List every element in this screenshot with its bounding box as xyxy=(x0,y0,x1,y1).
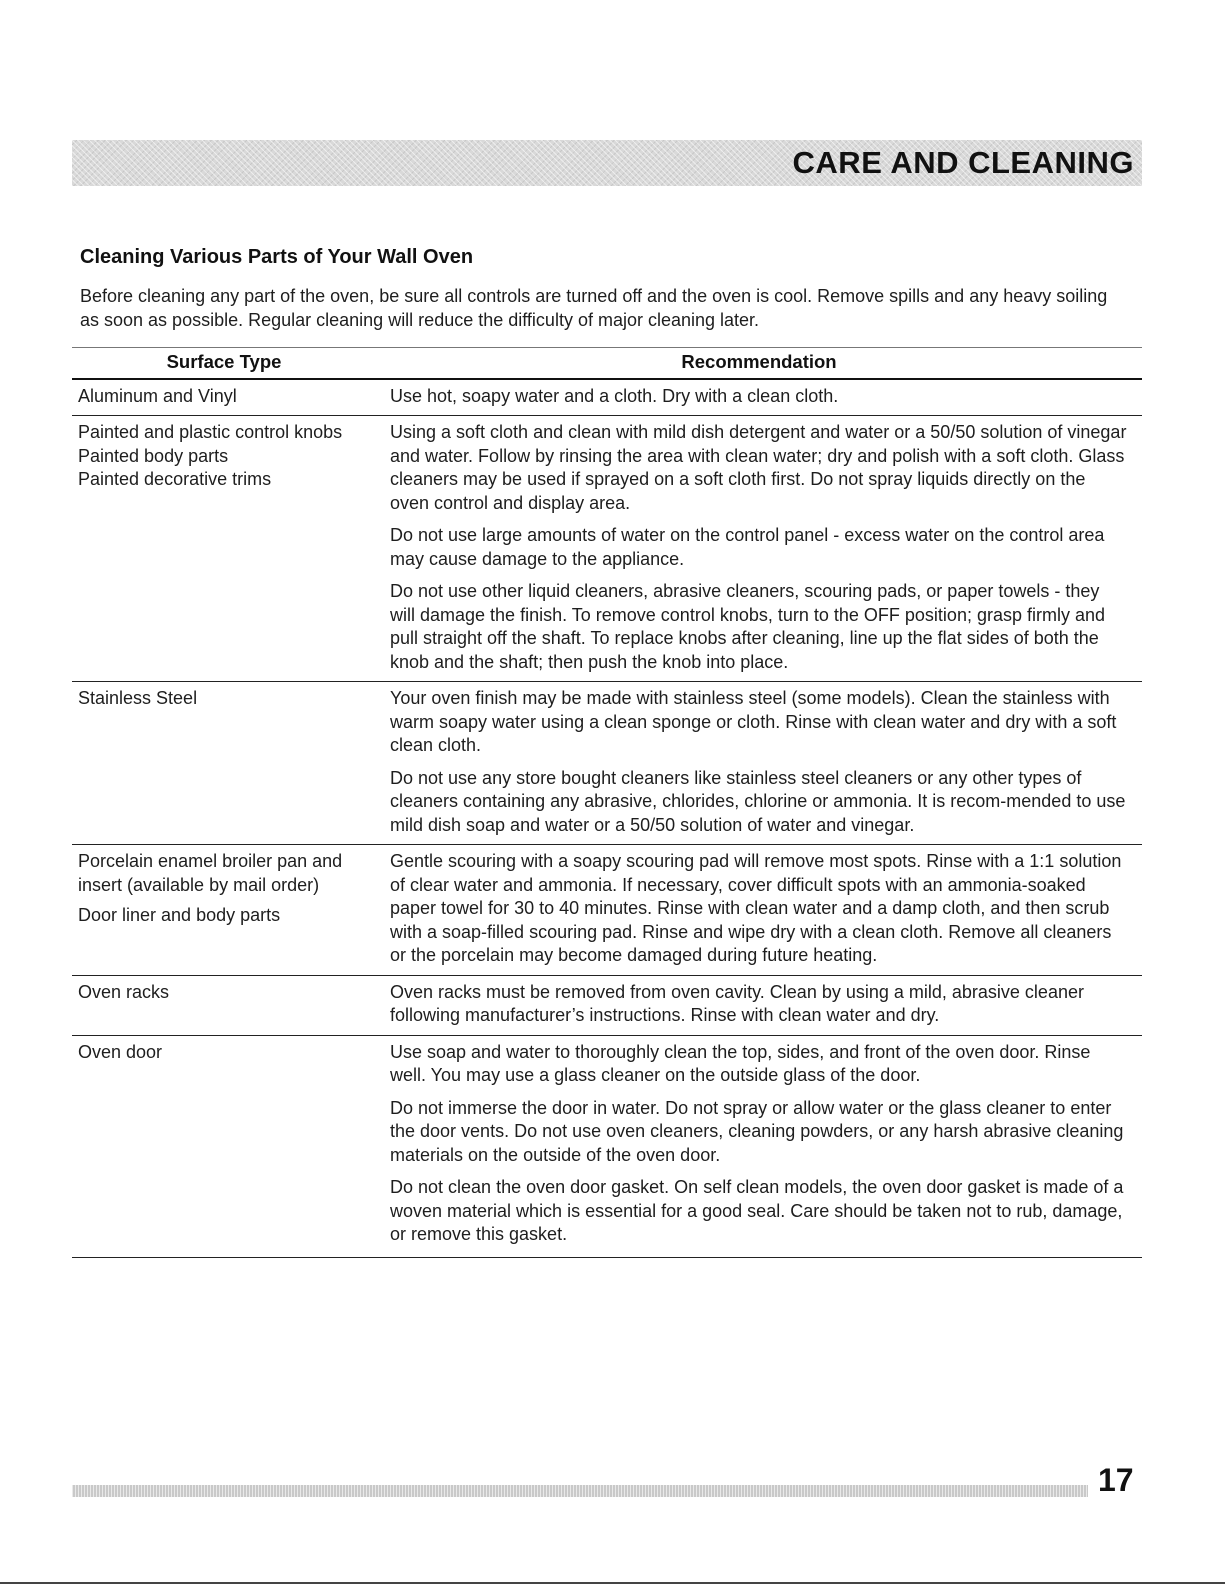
column-header-recommendation: Recommendation xyxy=(376,348,1142,379)
surface-type-label: Oven door xyxy=(78,1041,163,1062)
page-number: 17 xyxy=(1098,1462,1134,1498)
table-row xyxy=(72,845,1142,976)
surface-type-label: Door liner and body parts xyxy=(78,905,281,925)
recommendation-paragraph: Do not use other liquid cleaners, abrasive cleaners, scouring pads, or paper towels - they will damage the finish. To remove control knobs, turn to the OFF position; grasp firmly and pull straight off the shaft. To replace knobs after cleaning, line up the flat sides of both the knob and the shaft; then push the knob into place. xyxy=(390,581,1105,672)
surface-type-label: Aluminum and Vinyl xyxy=(78,385,237,406)
surface-type-cell xyxy=(72,1035,376,1257)
surface-type-cell xyxy=(72,682,376,845)
recommendation-cell xyxy=(376,845,1142,976)
recommendation-paragraph: Use soap and water to thoroughly clean the top, sides, and front of the oven door. Rinse well. You may use a glass cleaner on the outside glass of the door. xyxy=(390,1041,1091,1085)
surface-type-label: Stainless Steel xyxy=(78,688,198,708)
recommendation-paragraph: Do not immerse the door in water. Do not spray or allow water or the glass cleaner to enter the door vents. Do not use oven cleaners, cleaning powders, or any harsh abrasive cleaning materials on the outside of the oven door. xyxy=(390,1097,1124,1165)
page-subtitle: Cleaning Various Parts of Your Wall Oven xyxy=(80,246,474,268)
intro-paragraph: Before cleaning any part of the oven, be sure all controls are turned off and the oven is cool. Remove spills and any heavy soiling as soon as possible. Regular cleaning will reduce the difficulty of major cleaning later. xyxy=(80,286,1108,330)
table-row xyxy=(72,975,1142,1035)
table-row xyxy=(72,1035,1142,1257)
surface-type-label: Painted body parts xyxy=(78,445,229,466)
column-header-surface-type: Surface Type xyxy=(72,348,376,379)
table-row xyxy=(72,682,1142,845)
recommendation-paragraph: Using a soft cloth and clean with mild dish detergent and water or a 50/50 solution of vinegar and water. Follow by rinsing the area with clean water; dry and polish with a soft cloth. Glass cleaners may be used if sprayed on a soft cloth first. Do not spray liquids directly on the oven control and display area. xyxy=(390,422,1127,513)
recommendation-paragraph: Your oven finish may be made with stainless steel (some models). Clean the stainless with warm soapy water using a clean sponge or cloth. Rinse with clean water and dry with a soft clean cloth. xyxy=(390,688,1117,755)
recommendation-paragraph: Do not use large amounts of water on the control panel - excess water on the control area may cause damage to the appliance. xyxy=(390,525,1105,569)
recommendation-cell xyxy=(376,416,1142,682)
surface-type-cell xyxy=(72,416,376,682)
recommendation-paragraph: Do not use any store bought cleaners like stainless steel cleaners or any other types of cleaners containing any abrasive, chlorides, chlorine or ammonia. It is recom-mended to use mild dish soap and water or a 50/50 solution of water and vinegar. xyxy=(390,767,1126,835)
recommendation-paragraph: Gentle scouring with a soapy scouring pad will remove most spots. Rinse with a 1:1 solution of clear water and ammonia. If necessary, cover difficult spots with an ammonia-soaked paper towel for 30 to 40 minutes. Rinse with clean water and a damp cloth, and then scrub with a soap-filled scouring pad. Rinse and wipe dry with a clean cloth. Remove all cleaners or the porcelain may become damaged during future heating. xyxy=(390,851,1122,965)
surface-type-cell xyxy=(72,975,376,1035)
recommendation-cell xyxy=(376,1035,1142,1257)
surface-type-label: Painted and plastic control knobs xyxy=(78,422,343,442)
surface-type-label: Porcelain enamel broiler pan and insert (available by mail order) xyxy=(78,851,343,895)
table-header-row xyxy=(72,348,1142,379)
surface-type-label: Oven racks xyxy=(78,981,170,1002)
surface-type-cell xyxy=(72,845,376,976)
recommendation-paragraph: Oven racks must be removed from oven cavity. Clean by using a mild, abrasive cleaner following manufacturer’s instructions. Rinse with clean water and dry. xyxy=(390,981,1084,1025)
recommendation-cell xyxy=(376,682,1142,845)
section-title: CARE AND CLEANING xyxy=(792,145,1134,180)
surface-type-cell xyxy=(72,379,376,416)
surface-type-label: Painted decorative trims xyxy=(78,469,272,489)
recommendation-cell xyxy=(376,975,1142,1035)
recommendation-cell xyxy=(376,379,1142,416)
page-bottom-rule xyxy=(0,1582,1225,1584)
table-row xyxy=(72,416,1142,682)
footer-band xyxy=(72,1485,1088,1497)
section-header-band xyxy=(72,140,1142,186)
care-table-body xyxy=(72,379,1142,1258)
care-table xyxy=(72,347,1142,1258)
recommendation-paragraph: Do not clean the oven door gasket. On self clean models, the oven door gasket is made of a woven material which is essential for a good seal. Care should be taken not to rub, damage, or remove this gasket. xyxy=(390,1177,1124,1244)
table-row xyxy=(72,379,1142,416)
recommendation-paragraph: Use hot, soapy water and a cloth. Dry with a clean cloth. xyxy=(390,385,839,406)
